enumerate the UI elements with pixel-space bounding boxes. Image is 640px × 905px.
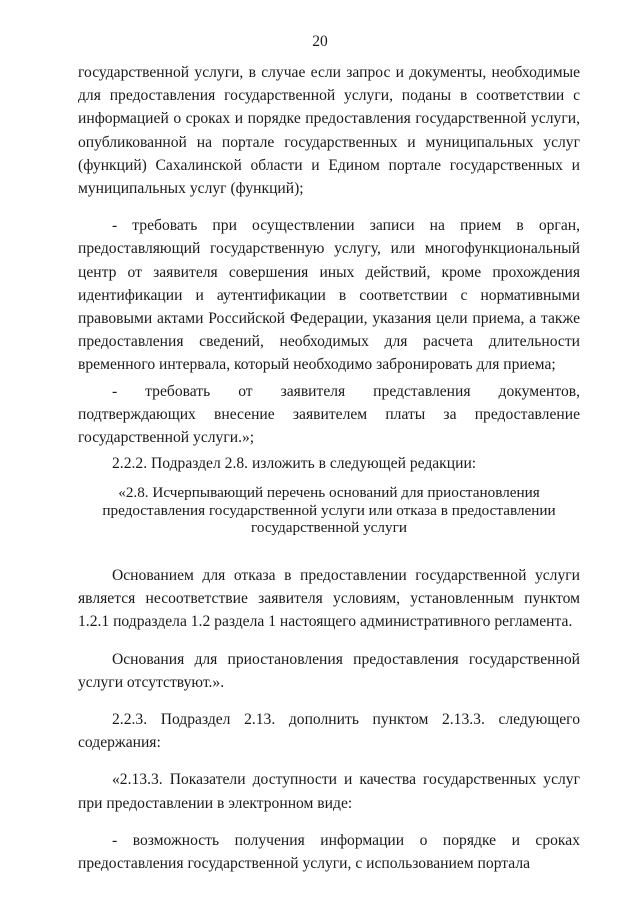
paragraph-refusal-grounds: Основанием для отказа в предоставлении государственной услуги является несоответствие заявителя условиям, установленным пунктом 1.2.1 подраздела 1.2 раздела 1 настоящего административного регламента. xyxy=(78,566,580,631)
heading-line-1: «2.8. Исчерпывающий перечень оснований для приостановления xyxy=(118,484,540,502)
document-body xyxy=(78,61,580,875)
paragraph-fee-documents: - требовать от заявителя представления документов, подтверждающих внесение заявителем платы за предоставление государственной услуги.»; xyxy=(78,382,580,447)
paragraph-subsection-2-13: 2.2.3. Подраздел 2.13. дополнить пунктом 2.13.3. следующего содержания: xyxy=(78,710,580,752)
heading-line-2: предоставления государственной услуги или отказа в предоставлении xyxy=(102,501,556,519)
paragraph-continuation: государственной услуги, в случае если запрос и документы, необходимые для предоставления государственной услуги, поданы в соответствии с информацией о сроках и порядке предоставления государственной услуги, опубликованной на портале государственных и муниципальных услуг (функций) Сахалинской области и Едином портале государственных и муниципальных услуг (функций); xyxy=(78,64,580,198)
heading-line-3: государственной услуги xyxy=(251,519,407,537)
page-number: 20 xyxy=(312,33,328,50)
paragraph-subsection-2-8: 2.2.2. Подраздел 2.8. изложить в следующей редакции: xyxy=(112,455,477,473)
paragraph-suspension-grounds: Основания для приостановления предоставления государственной услуги отсутствуют.». xyxy=(78,650,580,691)
section-heading-2-8 xyxy=(78,484,580,537)
paragraph-booking-requirement: - требовать при осуществлении записи на прием в орган, предоставляющий государственную услугу, или многофункциональный центр от заявителя совершения иных действий, кроме прохождения идентификации и аутентификации в соответствии с нормативными правовыми актами Российской Федерации, указания цели приема, а также предоставления сведений, необходимых для расчета длительности временного интервала, который необходимо забронировать для приема; xyxy=(78,217,580,374)
paragraph-2-13-3: «2.13.3. Показатели доступности и качества государственных услуг при предоставлении в электронном виде: xyxy=(78,771,580,812)
paragraph-info-availability: - возможность получения информации о порядке и сроках предоставления государственной услуги, с использованием портала xyxy=(78,831,580,872)
